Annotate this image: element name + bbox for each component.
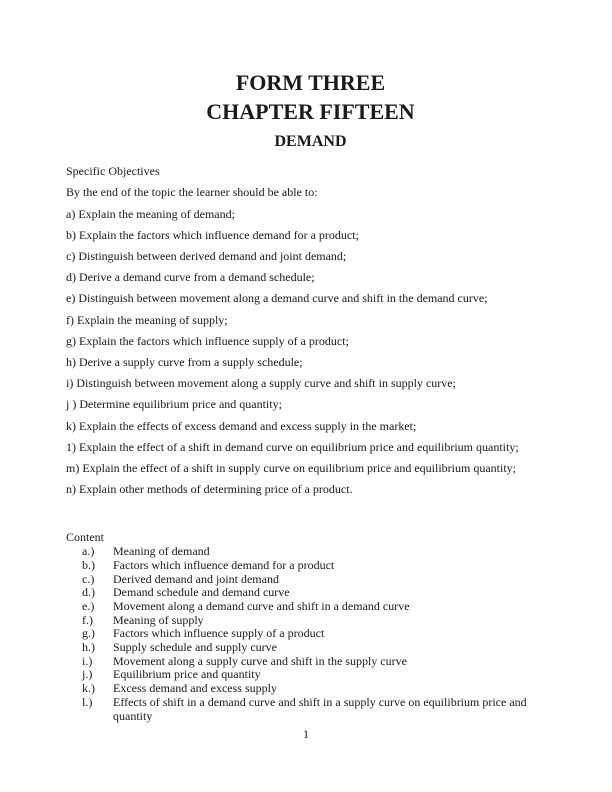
content-item-label: g.) bbox=[82, 626, 95, 641]
objective-item: a) Explain the meaning of demand; bbox=[66, 206, 235, 221]
content-item-label: c.) bbox=[82, 571, 95, 586]
content-item bbox=[82, 668, 555, 682]
objective-item: i) Distinguish between movement along a supply curve and shift in supply curve; bbox=[66, 376, 456, 391]
content-item-label: a.) bbox=[82, 544, 95, 559]
content-item-label: b.) bbox=[82, 557, 95, 572]
objective-item: k) Explain the effects of excess demand and excess supply in the market; bbox=[66, 418, 417, 433]
page-number: 1 bbox=[303, 727, 309, 741]
content-item-label: h.) bbox=[82, 640, 95, 655]
content-item bbox=[82, 600, 555, 614]
content-item bbox=[82, 586, 555, 600]
content-item-text: Derived demand and joint demand bbox=[113, 571, 279, 586]
content-item-label: d.) bbox=[82, 585, 95, 600]
content-item-text: Meaning of supply bbox=[113, 612, 204, 627]
content-item-text: Excess demand and excess supply bbox=[113, 681, 277, 696]
objectives-intro: By the end of the topic the learner should be able to: bbox=[66, 185, 318, 200]
content-item bbox=[82, 696, 555, 723]
objective-item: m) Explain the effect of a shift in supply curve on equilibrium price and equilibrium quantity; bbox=[66, 461, 516, 476]
content-item-label: l.) bbox=[82, 694, 93, 709]
content-item bbox=[82, 641, 555, 655]
content-item-text: Factors which influence demand for a product bbox=[113, 557, 335, 572]
content-item-text: Movement along a demand curve and shift in a demand curve bbox=[113, 598, 410, 613]
content-item-text: Factors which influence supply of a product bbox=[113, 626, 325, 641]
content-list bbox=[66, 545, 555, 723]
objective-item: e) Distinguish between movement along a demand curve and shift in the demand curve; bbox=[66, 291, 488, 306]
content-item bbox=[82, 627, 555, 641]
objective-item: c) Distinguish between derived demand and joint demand; bbox=[66, 249, 347, 263]
content-section bbox=[66, 531, 555, 723]
document-subtitle: DEMAND bbox=[274, 133, 347, 151]
content-item-label: e.) bbox=[82, 598, 95, 613]
content-item bbox=[82, 559, 555, 573]
content-item-label: k.) bbox=[82, 681, 95, 696]
content-item bbox=[82, 573, 555, 587]
content-item bbox=[82, 614, 555, 628]
content-item-text: Meaning of demand bbox=[113, 544, 210, 559]
content-item bbox=[82, 682, 555, 696]
content-item-text: Supply schedule and supply curve bbox=[113, 640, 277, 655]
content-item-text: Effects of shift in a demand curve and shift in a supply curve on equilibrium price and quantity bbox=[113, 694, 527, 723]
objective-item: d) Derive a demand curve from a demand schedule; bbox=[66, 270, 315, 285]
content-item-text: Equilibrium price and quantity bbox=[113, 667, 261, 682]
content-heading: Content bbox=[66, 530, 104, 545]
document-title-line2: CHAPTER FIFTEEN bbox=[206, 98, 415, 124]
content-item-text: Demand schedule and demand curve bbox=[113, 585, 290, 600]
objectives-list bbox=[66, 204, 555, 501]
content-item-label: i.) bbox=[82, 653, 93, 668]
objectives-heading: Specific Objectives bbox=[66, 164, 160, 179]
objective-item: b) Explain the factors which influence demand for a product; bbox=[66, 227, 359, 242]
objectives-section bbox=[66, 161, 555, 500]
objective-item: n) Explain other methods of determining price of a product. bbox=[66, 482, 353, 497]
objective-item: j ) Determine equilibrium price and quantity; bbox=[66, 397, 282, 412]
objective-item: g) Explain the factors which influence supply of a product; bbox=[66, 333, 349, 348]
content-item-label: f.) bbox=[82, 612, 93, 627]
content-item-label: j.) bbox=[82, 667, 93, 682]
content-item bbox=[82, 545, 555, 559]
document-title-line1: FORM THREE bbox=[235, 70, 386, 95]
content-item-text: Movement along a supply curve and shift in the supply curve bbox=[113, 653, 407, 668]
objective-item: f) Explain the meaning of supply; bbox=[66, 312, 228, 327]
content-item bbox=[82, 655, 555, 669]
objective-item: h) Derive a supply curve from a supply schedule; bbox=[66, 355, 303, 370]
objective-item: 1) Explain the effect of a shift in demand curve on equilibrium price and equilibrium quantity; bbox=[66, 439, 519, 454]
